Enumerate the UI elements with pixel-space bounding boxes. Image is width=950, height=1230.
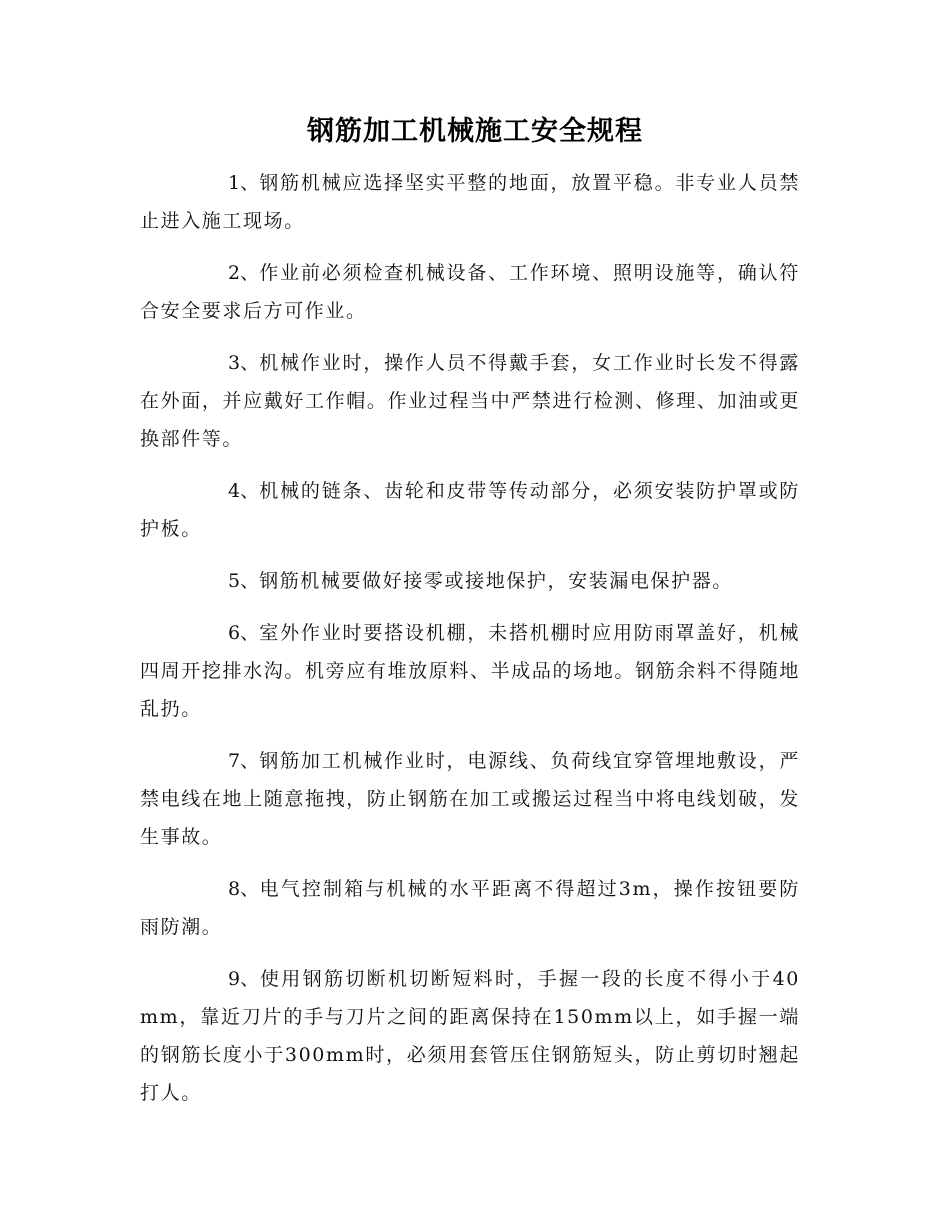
document-title: 钢筋加工机械施工安全规程 <box>307 116 643 147</box>
rule-number: 3、 <box>228 352 260 374</box>
rule-item <box>140 254 800 330</box>
rule-text: 室外作业时要搭设机棚，未搭机棚时应用防雨罩盖好，机械四周开挖排水沟。机旁应有堆放原料、半成品的场地。钢筋余料不得随地乱扔。 <box>140 622 800 720</box>
rule-number: 9、 <box>228 968 260 990</box>
rule-item <box>140 562 800 600</box>
rule-text: 作业前必须检查机械设备、工作环境、照明设施等，确认符合安全要求后方可作业。 <box>140 262 800 322</box>
rule-item <box>140 960 800 1112</box>
rule-text: 钢筋加工机械作业时，电源线、负荷线宜穿管埋地敷设，严禁电线在地上随意拖拽，防止钢筋在加工或搬运过程当中将电线划破，发生事故。 <box>140 750 800 848</box>
rule-text: 钢筋机械要做好接零或接地保护，安装漏电保护器。 <box>259 570 733 592</box>
rule-text: 电气控制箱与机械的水平距离不得超过3m，操作按钮要防雨防潮。 <box>140 878 800 938</box>
rule-text: 使用钢筋切断机切断短料时，手握一段的长度不得小于40mm，靠近刀片的手与刀片之间的距离保持在150mm以上，如手握一端的钢筋长度小于300mm时，必须用套管压住钢筋短头，防止剪切时翘起打人。 <box>140 968 800 1104</box>
rule-number: 6、 <box>228 622 260 644</box>
rule-text: 机械的链条、齿轮和皮带等传动部分，必须安装防护罩或防护板。 <box>140 480 800 540</box>
rule-text: 钢筋机械应选择坚实平整的地面，放置平稳。非专业人员禁止进入施工现场。 <box>140 172 800 232</box>
rule-item <box>140 742 800 856</box>
rule-item <box>140 614 800 728</box>
rules-list <box>140 164 800 1126</box>
rule-number: 1、 <box>228 172 260 194</box>
rule-number: 2、 <box>228 262 260 284</box>
rule-item <box>140 344 800 458</box>
rule-number: 8、 <box>228 878 260 900</box>
rule-number: 5、 <box>228 570 260 592</box>
rule-item <box>140 870 800 946</box>
rule-item <box>140 164 800 240</box>
rule-text: 机械作业时，操作人员不得戴手套，女工作业时长发不得露在外面，并应戴好工作帽。作业过程当中严禁进行检测、修理、加油或更换部件等。 <box>140 352 800 450</box>
rule-number: 4、 <box>228 480 260 502</box>
rule-number: 7、 <box>228 750 260 772</box>
rule-item <box>140 472 800 548</box>
